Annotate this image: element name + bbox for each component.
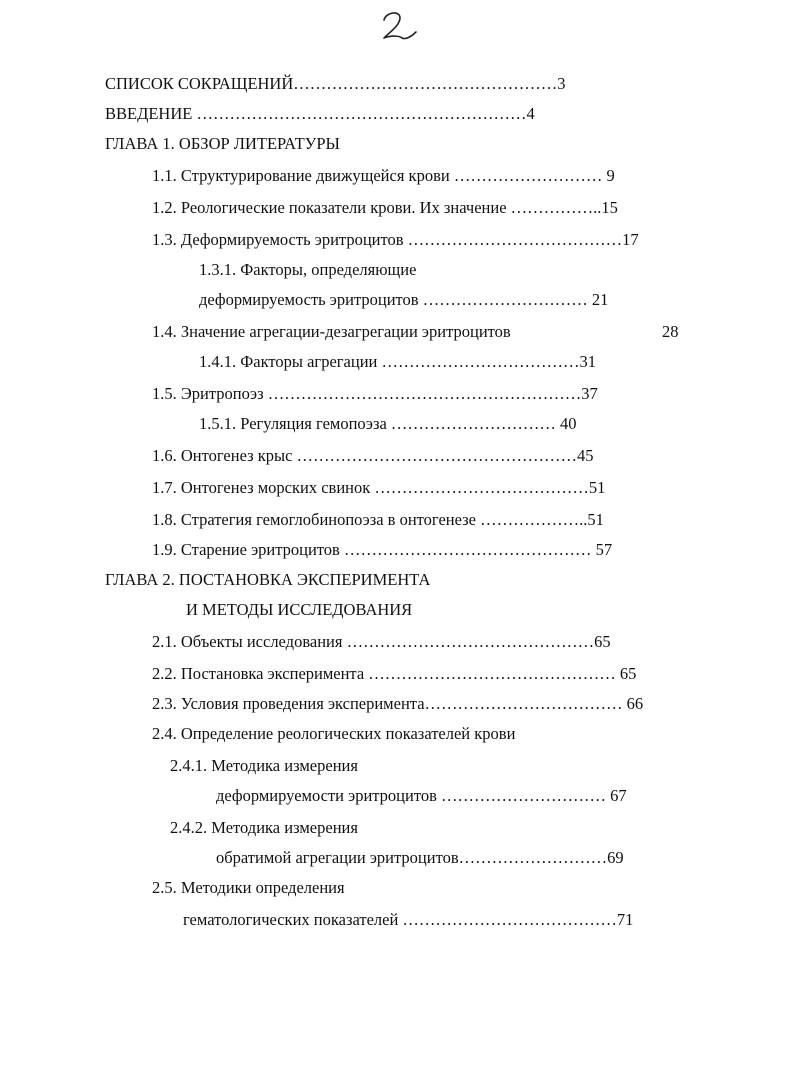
toc-entry-1-3[interactable] <box>152 228 639 252</box>
toc-entry-2-5[interactable] <box>152 876 345 900</box>
toc-entry-1-3-1-cont[interactable] <box>199 288 608 312</box>
toc-leader-dots: ……………………… <box>458 848 608 867</box>
toc-leader-dots: ………………………………………………… <box>263 384 582 403</box>
toc-entry-1-9[interactable] <box>152 538 612 562</box>
toc-entry-title: 2.4.1. Методика измерения <box>170 756 358 775</box>
toc-page-number: 37 <box>581 384 598 403</box>
toc-leader-dots: ……………………………… <box>424 694 627 713</box>
toc-page-number: 45 <box>577 446 594 465</box>
toc-entry-title: обратимой агрегации эритроцитов <box>216 848 459 867</box>
toc-leader-dots: ……………………………… <box>377 352 580 371</box>
toc-page-number: 17 <box>622 230 639 249</box>
toc-entry-title: 2.4. Определение реологических показателей крови <box>152 724 516 743</box>
toc-page-number: 15 <box>601 198 618 217</box>
toc-chapter-2-cont[interactable] <box>186 598 412 622</box>
toc-page-number: 67 <box>610 786 627 805</box>
toc-entry-1-1[interactable] <box>152 164 615 188</box>
toc-entry-title: 2.2. Постановка эксперимента <box>152 664 365 683</box>
toc-leader-dots: ………………………………………… <box>293 74 558 93</box>
toc-page-number: 28 <box>662 322 679 341</box>
toc-entry-abbreviations[interactable] <box>105 72 566 96</box>
toc-leader-dots: …………………………………………………… <box>192 104 527 123</box>
toc-entry-title: 1.2. Реологические показатели крови. Их значение <box>152 198 507 217</box>
toc-page-number: 66 <box>626 694 644 713</box>
toc-entry-2-4[interactable] <box>152 722 515 746</box>
toc-entry-2-2[interactable] <box>152 662 636 686</box>
toc-leader-dots: ………………………………… <box>398 910 617 929</box>
toc-entry-1-6[interactable] <box>152 444 594 468</box>
toc-entry-title: 1.5.1. Регуляция гемопоэза <box>199 414 387 433</box>
toc-page-number: 51 <box>588 478 606 497</box>
toc-entry-1-8[interactable] <box>152 508 604 532</box>
toc-entry-title: 1.5. Эритропоэз <box>152 384 264 403</box>
toc-entry-title: 1.3. Деформируемость эритроцитов <box>152 230 404 249</box>
toc-page-number: 40 <box>560 414 577 433</box>
toc-leader-dots: ………………………… <box>418 290 592 309</box>
toc-page-number: 71 <box>616 910 634 929</box>
toc-page-number: 57 <box>595 540 613 559</box>
toc-entry-title: 1.7. Онтогенез морских свинок <box>152 478 371 497</box>
toc-leader-dots: …………….. <box>506 198 602 217</box>
toc-entry-title: ГЛАВА 1. ОБЗОР ЛИТЕРАТУРЫ <box>105 134 340 153</box>
toc-entry-title: гематологических показателей <box>183 910 399 929</box>
toc-leader-dots: ………………………… <box>386 414 561 433</box>
toc-leader-dots: …………………………………………… <box>292 446 578 465</box>
toc-entry-1-3-1[interactable] <box>199 258 416 282</box>
toc-entry-title: И МЕТОДЫ ИССЛЕДОВАНИЯ <box>186 600 413 619</box>
toc-entry-title: деформируемость эритроцитов <box>199 290 419 309</box>
handwritten-page-number-glyph <box>378 8 418 44</box>
toc-entry-2-4-2-cont[interactable] <box>216 846 624 870</box>
toc-leader-dots: ……………………………………… <box>339 540 596 559</box>
toc-entry-title: 1.4.1. Факторы агрегации <box>199 352 378 371</box>
toc-chapter-1[interactable] <box>105 132 340 156</box>
toc-entry-title: СПИСОК СОКРАЩЕНИЙ <box>105 74 294 93</box>
toc-entry-1-2[interactable] <box>152 196 618 220</box>
toc-page-number: 69 <box>607 848 624 867</box>
toc-entry-1-5-1[interactable] <box>199 412 577 436</box>
toc-page-number: 3 <box>557 74 566 93</box>
toc-leader-dots: ……………………………………… <box>342 632 595 651</box>
toc-entry-introduction[interactable] <box>105 102 535 126</box>
toc-entry-title: 1.8. Стратегия гемоглобинопоэза в онтогенезе <box>152 510 476 529</box>
toc-entry-title: 2.4.2. Методика измерения <box>170 818 358 837</box>
toc-entry-1-4-1[interactable] <box>199 350 596 374</box>
toc-entry-title: 1.3.1. Факторы, определяющие <box>199 260 417 279</box>
toc-entry-1-4[interactable] <box>152 320 692 344</box>
toc-page-number: 9 <box>606 166 615 185</box>
toc-entry-title: 1.4. Значение агрегации-дезагрегации эритроцитов <box>152 322 511 341</box>
toc-entry-title: 1.6. Онтогенез крыс <box>152 446 293 465</box>
toc-page-number: 65 <box>594 632 611 651</box>
toc-entry-title: 2.5. Методики определения <box>152 878 345 897</box>
toc-entry-title: ВВЕДЕНИЕ <box>105 104 193 123</box>
toc-entry-2-4-1[interactable] <box>170 754 358 778</box>
toc-entry-title: 1.9. Старение эритроцитов <box>152 540 340 559</box>
toc-leader-dots: ………………………………… <box>403 230 623 249</box>
toc-leader-dots: ……………….. <box>476 510 588 529</box>
toc-page-number: 21 <box>591 290 609 309</box>
toc-entry-2-5-cont[interactable] <box>183 908 633 932</box>
toc-chapter-2[interactable] <box>105 568 430 592</box>
toc-entry-title: 2.3. Условия проведения эксперимента <box>152 694 425 713</box>
handwritten-page-number <box>0 8 796 48</box>
toc-leader-dots: ………………………………… <box>370 478 589 497</box>
toc-leader-dots: ………………………… <box>436 786 611 805</box>
toc-leader-dots: ……………………………………… <box>364 664 620 683</box>
toc-entry-title: деформируемости эритроцитов <box>216 786 437 805</box>
toc-page-number: 65 <box>619 664 637 683</box>
toc-entry-2-1[interactable] <box>152 630 611 654</box>
toc-entry-2-4-1-cont[interactable] <box>216 784 627 808</box>
toc-page-number: 4 <box>526 104 535 123</box>
toc-entry-2-4-2[interactable] <box>170 816 358 840</box>
toc-entry-title: 2.1. Объекты исследования <box>152 632 343 651</box>
toc-entry-title: 1.1. Структурирование движущейся крови <box>152 166 450 185</box>
toc-entry-2-3[interactable] <box>152 692 643 716</box>
toc-entry-1-5[interactable] <box>152 382 598 406</box>
toc-page-number: 31 <box>579 352 596 371</box>
toc-entry-title: ГЛАВА 2. ПОСТАНОВКА ЭКСПЕРИМЕНТА <box>105 570 431 589</box>
toc-entry-1-7[interactable] <box>152 476 605 500</box>
toc-page-number: 51 <box>587 510 604 529</box>
toc-leader-dots: ……………………… <box>449 166 603 185</box>
